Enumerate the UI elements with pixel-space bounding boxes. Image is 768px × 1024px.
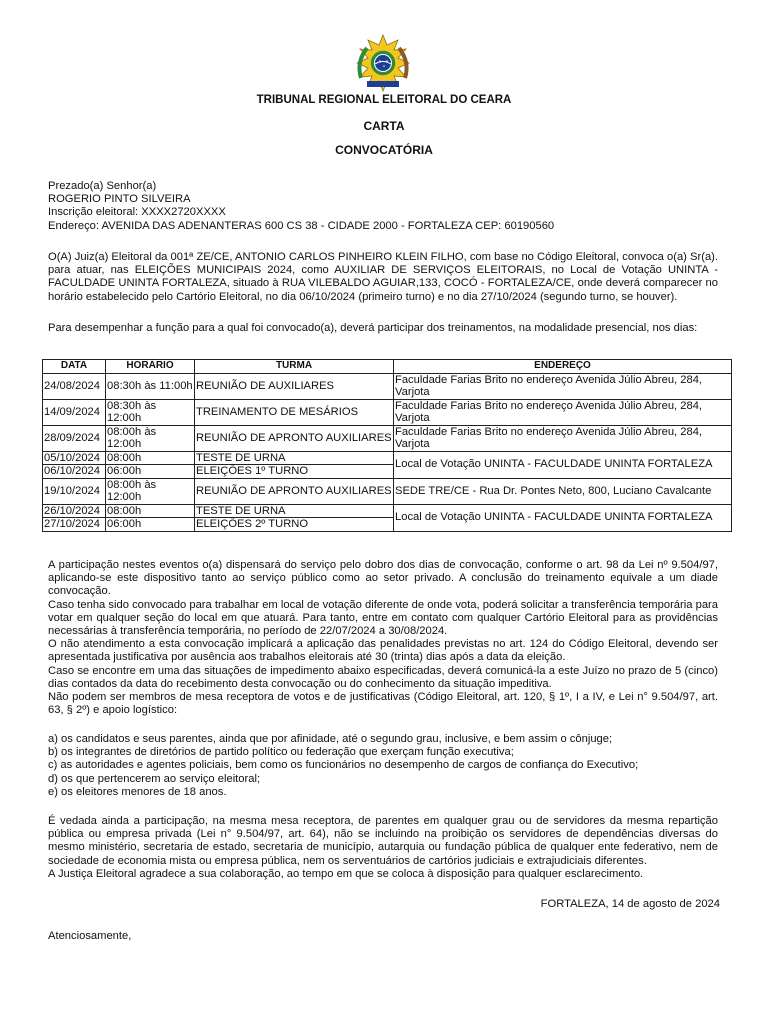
restriction-paragraph: É vedada ainda a participação, na mesma mesa receptora, de parentes em qualquer grau ou de servidores da mesma repartição pública ou empresa privada (Lei n° 9.504/97, art. 64), não se incluindo na proibição os servidores de dependências diversas do mesmo ministério, secretaria de estado, secretaria de município, autarquia ou fundação pública de qualquer ente federativo, nem de sociedade de economia mista ou empresa pública, nem os serventuários de cartórios judiciais e extrajudiciais diferentes. — [48, 815, 718, 867]
cell-time: 06:00h — [106, 465, 195, 479]
table-header-row — [43, 360, 732, 374]
list-item: d) os que pertencerem ao serviço eleitoral; — [48, 772, 261, 785]
ineligible-paragraph: Não podem ser membros de mesa receptora de votos e de justificativas (Código Eleitoral, art. 120, § 1º, I a IV, e Lei n° 9.504/97, art. 63, § 2º) e apoio logístico: — [48, 691, 718, 717]
header-date: DATA — [43, 360, 106, 374]
table-row — [43, 373, 732, 399]
cell-time: 06:00h — [106, 518, 195, 532]
cell-date: 14/09/2024 — [43, 399, 106, 425]
brazil-coat-of-arms-icon — [353, 34, 413, 92]
cell-time: 08:00h às 12:00h — [106, 478, 195, 504]
voter-registration: Inscrição eleitoral: XXXX2720XXXX — [48, 206, 226, 219]
cell-address: SEDE TRE/CE - Rua Dr. Pontes Neto, 800, Luciano Cavalcante — [394, 478, 732, 504]
cell-turma: ELEIÇÕES 2º TURNO — [195, 518, 394, 532]
intro-paragraph: O(A) Juiz(a) Eleitoral da 001ª ZE/CE, ANTONIO CARLOS PINHEIRO KLEIN FILHO, com base no Código Eleitoral, convoca o(a) Sr(a). para atuar, nas ELEIÇÕES MUNICIPAIS 2024, como AUXILIAR DE SERVIÇOS ELEITORAIS, no Local de Votação UNINTA - FACULDADE UNINTA FORTALEZA, situado à RUA VILEBALDO AGUIAR,133, COCÓ - FORTALEZA/CE, onde deverá comparecer no horário estabelecido pelo Cartório Eleitoral, no dia 06/10/2024 (primeiro turno) e no dia 27/10/2024 (segundo turno, se houver). — [48, 251, 718, 303]
dispensation-paragraph: A participação nestes eventos o(a) dispensará do serviço pelo dobro dos dias de convocação, conforme o art. 98 da Lei nº 9.504/97, aplicando-se este dispositivo tanto ao serviço público como ao setor privado. A conclusão do treinamento equivale a um diade convocação. — [48, 559, 718, 598]
cell-turma: REUNIÃO DE APRONTO AUXILIARES — [195, 425, 394, 451]
cell-address: Local de Votação UNINTA - FACULDADE UNINTA FORTALEZA — [394, 504, 732, 531]
list-item: c) as autoridades e agentes policiais, bem como os funcionários no desempenho de cargos de confiança do Executivo; — [48, 759, 639, 772]
table-row — [43, 399, 732, 425]
header-time: HORÁRIO — [106, 360, 195, 374]
cell-time: 08:00h — [106, 504, 195, 518]
cell-address: Local de Votação UNINTA - FACULDADE UNINTA FORTALEZA — [394, 451, 732, 478]
recipient-name: ROGERIO PINTO SILVEIRA — [48, 193, 191, 206]
penalty-paragraph: O não atendimento a esta convocação implicará a aplicação das penalidades previstas no art. 124 do Código Eleitoral, devendo ser apresentada justificativa por ausência aos trabalhos eleitorais até 30 (trinta) dias após a data da eleição. — [48, 638, 718, 664]
cell-time: 08:00h às 12:00h — [106, 425, 195, 451]
cell-address: Faculdade Farias Brito no endereço Avenida Júlio Abreu, 284, Varjota — [394, 399, 732, 425]
cell-turma: ELEIÇÕES 1º TURNO — [195, 465, 394, 479]
cell-turma: TESTE DE URNA — [195, 504, 394, 518]
table-row — [43, 425, 732, 451]
restriction-section — [48, 815, 718, 881]
cell-date: 27/10/2024 — [43, 518, 106, 532]
cell-time: 08:00h — [106, 451, 195, 465]
impediment-paragraph: Caso se encontre em uma das situações de impedimento abaixo especificadas, deverá comunicá-la a este Juízo no prazo de 5 (cinco) dias contados da data do recebimento desta convocação ou do conhecimento da situação impeditiva. — [48, 664, 718, 690]
place-date: FORTALEZA, 14 de agosto de 2024 — [540, 898, 720, 910]
recipient-block — [48, 180, 718, 233]
list-item: a) os candidatos e seus parentes, ainda que por afinidade, até o segundo grau, inclusive, e bem assim o cônjuge; — [48, 733, 613, 745]
transfer-paragraph: Caso tenha sido convocado para trabalhar em local de votação diferente de onde vota, poderá solicitar a transferência temporária para votar em qualquer seção do local em que atuará. Para tanto, entre em contato com qualquer Cartório Eleitoral para as providências necessárias à transferência temporária, no período de 22/07/2024 a 30/08/2024. — [48, 598, 718, 638]
cell-date: 06/10/2024 — [43, 465, 106, 479]
cell-date: 28/09/2024 — [43, 425, 106, 451]
training-schedule-table — [42, 359, 732, 532]
cell-turma: REUNIÃO DE APRONTO AUXILIARES — [195, 478, 394, 504]
training-intro: Para desempenhar a função para a qual foi convocado(a), deverá participar dos treinamentos, na modalidade presencial, nos dias: — [48, 322, 698, 334]
cell-address: Faculdade Farias Brito no endereço Avenida Júlio Abreu, 284, Varjota — [394, 425, 732, 451]
letter-subtitle: CONVOCATÓRIA — [335, 143, 433, 157]
cell-date: 26/10/2024 — [43, 504, 106, 518]
cell-date: 19/10/2024 — [43, 478, 106, 504]
cell-turma: REUNIÃO DE AUXILIARES — [195, 373, 394, 399]
ineligible-list — [48, 733, 718, 799]
list-item: e) os eleitores menores de 18 anos. — [48, 785, 227, 798]
cell-date: 24/08/2024 — [43, 373, 106, 399]
table-row — [43, 451, 732, 465]
header-turma: TURMA — [195, 360, 394, 374]
conditions-section — [48, 559, 718, 717]
letter-title: CARTA — [363, 119, 405, 133]
header-address: ENDEREÇO — [394, 360, 732, 374]
cell-address: Faculdade Farias Brito no endereço Avenida Júlio Abreu, 284, Varjota — [394, 373, 732, 399]
list-item: b) os integrantes de diretórios de partido político ou federação que exerçam função executiva; — [48, 746, 514, 759]
table-row — [43, 504, 732, 518]
salutation: Prezado(a) Senhor(a) — [48, 180, 157, 192]
closing: Atenciosamente, — [48, 930, 132, 942]
cell-time: 08:30h às 12:00h — [106, 399, 195, 425]
cell-turma: TESTE DE URNA — [195, 451, 394, 465]
table-row — [43, 478, 732, 504]
thanks-paragraph: A Justiça Eleitoral agradece a sua colaboração, ao tempo em que se coloca à disposição para qualquer esclarecimento. — [48, 867, 644, 880]
cell-time: 08:30h às 11:00h — [106, 373, 195, 399]
court-name: TRIBUNAL REGIONAL ELEITORAL DO CEARA — [256, 94, 512, 106]
cell-date: 05/10/2024 — [43, 451, 106, 465]
recipient-address: Endereço: AVENIDA DAS ADENANTERAS 600 CS 38 - CIDADE 2000 - FORTALEZA CEP: 60190560 — [48, 219, 555, 232]
cell-turma: TREINAMENTO DE MESÁRIOS — [195, 399, 394, 425]
